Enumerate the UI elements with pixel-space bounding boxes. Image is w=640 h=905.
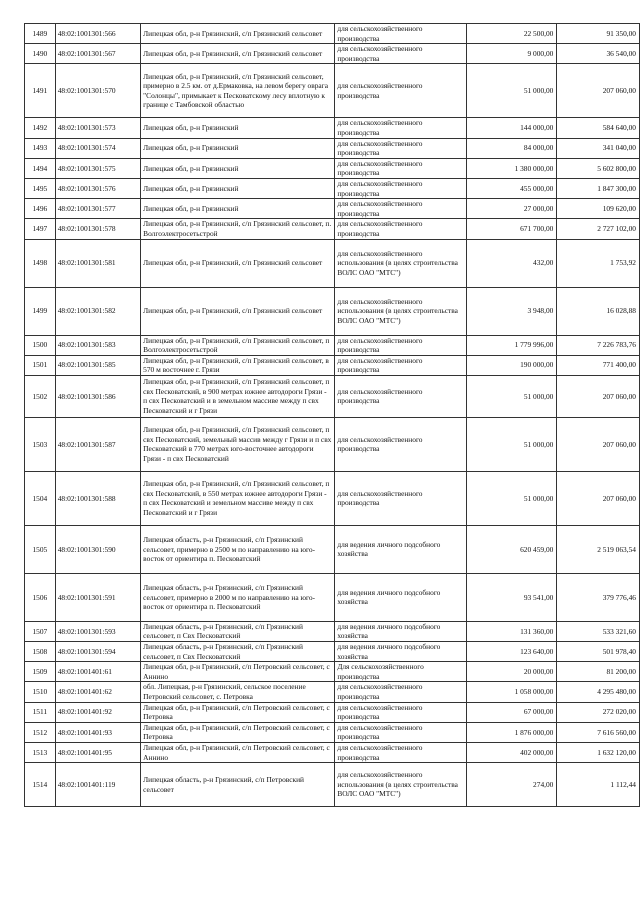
area-cell: 3 948,00 — [466, 287, 556, 335]
land-use-cell: для сельскохозяйственного производства — [335, 118, 467, 138]
cadastral-number-cell: 48:02:1001301:570 — [55, 64, 140, 118]
area-cell: 51 000,00 — [466, 417, 556, 471]
cadastral-value-cell: 91 350,00 — [557, 24, 640, 44]
cadastral-number-cell: 48:02:1001301:588 — [55, 471, 140, 525]
cadastral-number-cell: 48:02:1001301:583 — [55, 335, 140, 355]
location-cell: Липецкая обл, р-н Грязинский, с/п Петровский сельсовет, с Петровка — [141, 702, 335, 722]
cadastral-number-cell: 48:02:1001301:574 — [55, 138, 140, 158]
row-number-cell: 1505 — [25, 525, 56, 573]
cadastral-number-cell: 48:02:1001301:594 — [55, 642, 140, 662]
land-use-cell: для сельскохозяйственного производства — [335, 682, 467, 702]
cadastral-value-cell: 81 200,00 — [557, 662, 640, 682]
land-use-cell: для сельскохозяйственного использования (в целях строительства ВОЛС ОАО "МТС") — [335, 239, 467, 287]
location-cell: Липецкая обл, р-н Грязинский, с/п Грязинский сельсовет — [141, 239, 335, 287]
cadastral-number-cell: 48:02:1001301:586 — [55, 375, 140, 417]
land-use-cell: для сельскохозяйственного производства — [335, 44, 467, 64]
table-row — [25, 702, 640, 722]
row-number-cell: 1496 — [25, 199, 56, 219]
table-row — [25, 573, 640, 621]
area-cell: 1 876 000,00 — [466, 722, 556, 742]
cadastral-value-cell: 5 602 800,00 — [557, 158, 640, 178]
cadastral-number-cell: 48:02:1001301:573 — [55, 118, 140, 138]
row-number-cell: 1490 — [25, 44, 56, 64]
land-use-cell: для сельскохозяйственного производства — [335, 722, 467, 742]
area-cell: 131 360,00 — [466, 621, 556, 641]
land-use-cell: для сельскохозяйственного производства — [335, 138, 467, 158]
area-cell: 9 000,00 — [466, 44, 556, 64]
row-number-cell: 1494 — [25, 158, 56, 178]
row-number-cell: 1508 — [25, 642, 56, 662]
area-cell: 190 000,00 — [466, 355, 556, 375]
cadastral-number-cell: 48:02:1001401:92 — [55, 702, 140, 722]
land-use-cell: Для сельскохозяйственного производства — [335, 662, 467, 682]
land-use-cell: для сельскохозяйственного производства — [335, 417, 467, 471]
cadastral-number-cell: 48:02:1001301:593 — [55, 621, 140, 641]
parcel-table — [24, 23, 640, 807]
location-cell: Липецкая обл, р-н Грязинский, с/п Грязинский сельсовет — [141, 44, 335, 64]
cadastral-number-cell: 48:02:1001401:61 — [55, 662, 140, 682]
row-number-cell: 1511 — [25, 702, 56, 722]
area-cell: 274,00 — [466, 763, 556, 807]
cadastral-number-cell: 48:02:1001301:577 — [55, 199, 140, 219]
area-cell: 671 700,00 — [466, 219, 556, 239]
cadastral-number-cell: 48:02:1001301:590 — [55, 525, 140, 573]
row-number-cell: 1498 — [25, 239, 56, 287]
cadastral-value-cell: 1 847 300,00 — [557, 178, 640, 198]
cadastral-number-cell: 48:02:1001401:62 — [55, 682, 140, 702]
row-number-cell: 1500 — [25, 335, 56, 355]
cadastral-value-cell: 1 753,92 — [557, 239, 640, 287]
land-use-cell: для сельскохозяйственного производства — [335, 375, 467, 417]
row-number-cell: 1499 — [25, 287, 56, 335]
area-cell: 22 500,00 — [466, 24, 556, 44]
location-cell: Липецкая область, р-н Грязинский, с/п Петровский сельсовет — [141, 763, 335, 807]
location-cell: Липецкая обл, р-н Грязинский — [141, 158, 335, 178]
cadastral-number-cell: 48:02:1001301:567 — [55, 44, 140, 64]
area-cell: 402 000,00 — [466, 743, 556, 763]
location-cell: Липецкая обл, р-н Грязинский — [141, 118, 335, 138]
location-cell: Липецкая обл, р-н Грязинский, с/п Грязинский сельсовет, п Волгоэлектросетьстрой — [141, 335, 335, 355]
cadastral-value-cell: 16 028,88 — [557, 287, 640, 335]
land-use-cell: для сельскохозяйственного производства — [335, 471, 467, 525]
area-cell: 20 000,00 — [466, 662, 556, 682]
table-row — [25, 621, 640, 641]
table-row — [25, 355, 640, 375]
cadastral-value-cell: 341 040,00 — [557, 138, 640, 158]
cadastral-value-cell: 2 727 102,00 — [557, 219, 640, 239]
row-number-cell: 1513 — [25, 743, 56, 763]
table-row — [25, 743, 640, 763]
cadastral-number-cell: 48:02:1001301:576 — [55, 178, 140, 198]
location-cell: Липецкая обл, р-н Грязинский, с/п Грязинский сельсовет, в 570 м восточнее г. Грязи — [141, 355, 335, 375]
land-use-cell: для сельскохозяйственного производства — [335, 335, 467, 355]
table-row — [25, 642, 640, 662]
area-cell: 51 000,00 — [466, 471, 556, 525]
cadastral-value-cell: 7 226 783,76 — [557, 335, 640, 355]
location-cell: Липецкая область, р-н Грязинский, с/п Грязинский сельсовет, п Свх Песковатский — [141, 642, 335, 662]
location-cell: Липецкая обл, р-н Грязинский, с/п Грязинский сельсовет — [141, 287, 335, 335]
land-use-cell: для ведения личного подсобного хозяйства — [335, 642, 467, 662]
row-number-cell: 1504 — [25, 471, 56, 525]
cadastral-value-cell: 36 540,00 — [557, 44, 640, 64]
table-row — [25, 287, 640, 335]
land-use-cell: для сельскохозяйственного использования (в целях строительства ВОЛС ОАО "МТС") — [335, 763, 467, 807]
location-cell: Липецкая область, р-н Грязинский, с/п Грязинский сельсовет, примерно в 2000 м по направлению на юго-восток от ориентира п. Песковатский — [141, 573, 335, 621]
row-number-cell: 1502 — [25, 375, 56, 417]
area-cell: 432,00 — [466, 239, 556, 287]
row-number-cell: 1501 — [25, 355, 56, 375]
cadastral-number-cell: 48:02:1001301:585 — [55, 355, 140, 375]
cadastral-value-cell: 207 060,00 — [557, 375, 640, 417]
location-cell: Липецкая обл, р-н Грязинский — [141, 178, 335, 198]
cadastral-value-cell: 207 060,00 — [557, 64, 640, 118]
cadastral-number-cell: 48:02:1001401:93 — [55, 722, 140, 742]
table-row — [25, 471, 640, 525]
location-cell: Липецкая обл, р-н Грязинский, с/п Петровский сельсовет, с Аннино — [141, 743, 335, 763]
land-use-cell: для сельскохозяйственного производства — [335, 199, 467, 219]
location-cell: Липецкая обл, р-н Грязинский, с/п Грязинский сельсовет — [141, 24, 335, 44]
row-number-cell: 1495 — [25, 178, 56, 198]
cadastral-value-cell: 272 020,00 — [557, 702, 640, 722]
area-cell: 51 000,00 — [466, 375, 556, 417]
row-number-cell: 1507 — [25, 621, 56, 641]
location-cell: Липецкая обл, р-н Грязинский, с/п Грязинский сельсовет, примерно в 2.5 км. от д.Ермаковка, на левом берегу оврага "Солонцы", примыкает к Песковатскому лесу вплотную к границе с Тамбовской областью — [141, 64, 335, 118]
location-cell: Липецкая обл, р-н Грязинский, с/п Грязинский сельсовет, п свх Песковатский, в 550 метрах южнее автодороги Грязи - п свх Песковатский и земельном массиве между п свх Песковатский и г Грязи — [141, 471, 335, 525]
row-number-cell: 1503 — [25, 417, 56, 471]
cadastral-value-cell: 109 620,00 — [557, 199, 640, 219]
land-use-cell: для ведения личного подсобного хозяйства — [335, 573, 467, 621]
table-row — [25, 763, 640, 807]
area-cell: 51 000,00 — [466, 64, 556, 118]
table-row — [25, 199, 640, 219]
cadastral-value-cell: 207 060,00 — [557, 417, 640, 471]
area-cell: 1 779 996,00 — [466, 335, 556, 355]
location-cell: Липецкая обл, р-н Грязинский, с/п Петровский сельсовет, с Аннино — [141, 662, 335, 682]
row-number-cell: 1514 — [25, 763, 56, 807]
row-number-cell: 1491 — [25, 64, 56, 118]
cadastral-number-cell: 48:02:1001401:119 — [55, 763, 140, 807]
table-row — [25, 44, 640, 64]
location-cell: Липецкая область, р-н Грязинский, с/п Грязинский сельсовет, п Свх Песковатский — [141, 621, 335, 641]
land-use-cell: для ведения личного подсобного хозяйства — [335, 525, 467, 573]
location-cell: Липецкая обл, р-н Грязинский, с/п Грязинский сельсовет, п свх Песковатский, земельный массив между г Грязи и п свх Песковатский в 770 метрах юго-восточнее автодороги Грязи - п свх Песковатский — [141, 417, 335, 471]
table-row — [25, 158, 640, 178]
table-row — [25, 722, 640, 742]
cadastral-value-cell: 7 616 560,00 — [557, 722, 640, 742]
table-row — [25, 178, 640, 198]
area-cell: 455 000,00 — [466, 178, 556, 198]
area-cell: 1 380 000,00 — [466, 158, 556, 178]
land-use-cell: для ведения личного подсобного хозяйства — [335, 621, 467, 641]
cadastral-value-cell: 379 776,46 — [557, 573, 640, 621]
land-use-cell: для сельскохозяйственного производства — [335, 219, 467, 239]
table-row — [25, 662, 640, 682]
table-row — [25, 24, 640, 44]
area-cell: 144 000,00 — [466, 118, 556, 138]
cadastral-value-cell: 2 519 063,54 — [557, 525, 640, 573]
table-row — [25, 375, 640, 417]
location-cell: обл. Липецкая, р-н Грязинский, сельское поселение Петровский сельсовет, с. Петровка — [141, 682, 335, 702]
location-cell: Липецкая обл, р-н Грязинский, с/п Петровский сельсовет, с Петровка — [141, 722, 335, 742]
land-use-cell: для сельскохозяйственного производства — [335, 702, 467, 722]
area-cell: 123 640,00 — [466, 642, 556, 662]
land-use-cell: для сельскохозяйственного производства — [335, 64, 467, 118]
cadastral-number-cell: 48:02:1001301:578 — [55, 219, 140, 239]
table-row — [25, 138, 640, 158]
table-row — [25, 219, 640, 239]
cadastral-number-cell: 48:02:1001301:575 — [55, 158, 140, 178]
row-number-cell: 1497 — [25, 219, 56, 239]
cadastral-number-cell: 48:02:1001301:587 — [55, 417, 140, 471]
cadastral-value-cell: 533 321,60 — [557, 621, 640, 641]
row-number-cell: 1506 — [25, 573, 56, 621]
area-cell: 27 000,00 — [466, 199, 556, 219]
cadastral-value-cell: 584 640,00 — [557, 118, 640, 138]
cadastral-number-cell: 48:02:1001301:591 — [55, 573, 140, 621]
location-cell: Липецкая обл, р-н Грязинский — [141, 199, 335, 219]
cadastral-value-cell: 501 978,40 — [557, 642, 640, 662]
table-row — [25, 417, 640, 471]
location-cell: Липецкая область, р-н Грязинский, с/п Грязинский сельсовет, примерно в 2500 м по направлению на юго-восток от ориентира п. Песковатский — [141, 525, 335, 573]
land-use-cell: для сельскохозяйственного производства — [335, 178, 467, 198]
table-row — [25, 335, 640, 355]
table-row — [25, 525, 640, 573]
location-cell: Липецкая обл, р-н Грязинский — [141, 138, 335, 158]
cadastral-number-cell: 48:02:1001301:581 — [55, 239, 140, 287]
cadastral-value-cell: 771 400,00 — [557, 355, 640, 375]
land-use-cell: для сельскохозяйственного производства — [335, 24, 467, 44]
row-number-cell: 1492 — [25, 118, 56, 138]
row-number-cell: 1510 — [25, 682, 56, 702]
cadastral-number-cell: 48:02:1001401:95 — [55, 743, 140, 763]
area-cell: 67 000,00 — [466, 702, 556, 722]
table-row — [25, 118, 640, 138]
cadastral-value-cell: 4 295 480,00 — [557, 682, 640, 702]
cadastral-number-cell: 48:02:1001301:582 — [55, 287, 140, 335]
table-row — [25, 64, 640, 118]
cadastral-number-cell: 48:02:1001301:566 — [55, 24, 140, 44]
cadastral-value-cell: 1 112,44 — [557, 763, 640, 807]
row-number-cell: 1493 — [25, 138, 56, 158]
area-cell: 93 541,00 — [466, 573, 556, 621]
cadastral-value-cell: 1 632 120,00 — [557, 743, 640, 763]
area-cell: 620 459,00 — [466, 525, 556, 573]
land-use-cell: для сельскохозяйственного производства — [335, 355, 467, 375]
land-use-cell: для сельскохозяйственного производства — [335, 743, 467, 763]
row-number-cell: 1489 — [25, 24, 56, 44]
land-use-cell: для сельскохозяйственного производства — [335, 158, 467, 178]
land-use-cell: для сельскохозяйственного использования (в целях строительства ВОЛС ОАО "МТС") — [335, 287, 467, 335]
area-cell: 84 000,00 — [466, 138, 556, 158]
area-cell: 1 058 000,00 — [466, 682, 556, 702]
cadastral-value-cell: 207 060,00 — [557, 471, 640, 525]
table-row — [25, 239, 640, 287]
row-number-cell: 1512 — [25, 722, 56, 742]
table-row — [25, 682, 640, 702]
location-cell: Липецкая обл, р-н Грязинский, с/п Грязинский сельсовет, п. Волгоэлектросетьстрой — [141, 219, 335, 239]
location-cell: Липецкая обл, р-н Грязинский, с/п Грязинский сельсовет, п свх Песковатский, в 900 метрах южнее автодороги Грязи - п свх Песковатский и в земельном массиве между п свх Песковатский и г Грязи — [141, 375, 335, 417]
row-number-cell: 1509 — [25, 662, 56, 682]
